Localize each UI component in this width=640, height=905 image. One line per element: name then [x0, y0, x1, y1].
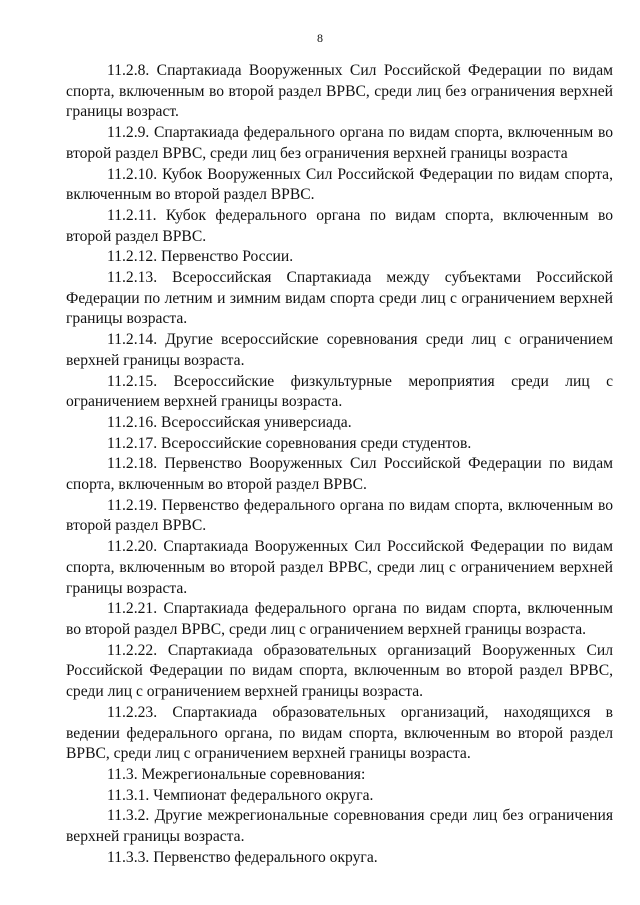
paragraph-11-2-21: 11.2.21. Спартакиада федерального органа по видам спорта, включенным во второй раздел ВРВС, среди лиц с ограничением верхней границы возраста.	[66, 600, 613, 638]
paragraph-11-2-10: 11.2.10. Кубок Вооруженных Сил Российской Федерации по видам спорта, включенным во второй раздел ВРВС.	[66, 165, 613, 204]
paragraph-11-2-12: 11.2.12. Первенство России.	[107, 248, 294, 266]
paragraph-11-2-20: 11.2.20. Спартакиада Вооруженных Сил Российской Федерации по видам спорта, включенным во второй раздел ВРВС, среди лиц с ограничением верхней границы возраста.	[66, 538, 613, 597]
paragraph-11-2-9: 11.2.9. Спартакиада федерального органа по видам спорта, включенным во второй раздел ВРВС, среди лиц без ограничения верхней границы возраста	[66, 124, 613, 162]
paragraph-11-3-2: 11.3.2. Другие межрегиональные соревнования среди лиц без ограничения верхней границы возраста.	[66, 807, 613, 846]
page-number: 8	[317, 31, 323, 45]
paragraph-11-2-8: 11.2.8. Спартакиада Вооруженных Сил Российской Федерации по видам спорта, включенным во второй раздел ВРВС, среди лиц без ограничения верхней границы возраст.	[66, 62, 613, 121]
paragraph-11-2-17: 11.2.17. Всероссийские соревнования среди студентов.	[107, 434, 472, 452]
document-body	[66, 61, 613, 868]
paragraph-11-2-22: 11.2.22. Спартакиада образовательных организаций Вооруженных Сил Российской Федерации по видам спорта, включенным во второй раздел ВРВС, среди лиц с ограничением верхней границы возраста.	[66, 641, 613, 701]
paragraph-11-2-11: 11.2.11. Кубок федерального органа по видам спорта, включенным во второй раздел ВРВС.	[66, 206, 613, 245]
paragraph-11-2-23: 11.2.23. Спартакиада образовательных организаций, находящихся в ведении федерального органа, по видам спорта, включенным во второй раздел ВРВС, среди лиц с ограничением верхней границы возраста.	[66, 703, 613, 763]
paragraph-11-3: 11.3. Межрегиональные соревнования:	[107, 765, 366, 783]
paragraph-11-2-13: 11.2.13. Всероссийская Спартакиада между субъектами Российской Федерации по летним и зимним видам спорта среди лиц с ограничением верхней границы возраста.	[66, 269, 613, 328]
paragraph-11-2-18: 11.2.18. Первенство Вооруженных Сил Российской Федерации по видам спорта, включенным во второй раздел ВРВС.	[66, 455, 613, 494]
paragraph-11-2-19: 11.2.19. Первенство федерального органа по видам спорта, включенным во второй раздел ВРВС.	[66, 496, 613, 535]
paragraph-11-2-16: 11.2.16. Всероссийская универсиада.	[107, 413, 352, 431]
paragraph-11-2-14: 11.2.14. Другие всероссийские соревнования среди лиц с ограничением верхней границы возраста.	[66, 331, 613, 369]
paragraph-11-3-1: 11.3.1. Чемпионат федерального округа.	[107, 786, 374, 804]
paragraph-11-2-15: 11.2.15. Всероссийские физкультурные мероприятия среди лиц с ограничением верхней границы возраста.	[66, 372, 613, 411]
paragraph-11-3-3: 11.3.3. Первенство федерального округа.	[107, 848, 378, 866]
